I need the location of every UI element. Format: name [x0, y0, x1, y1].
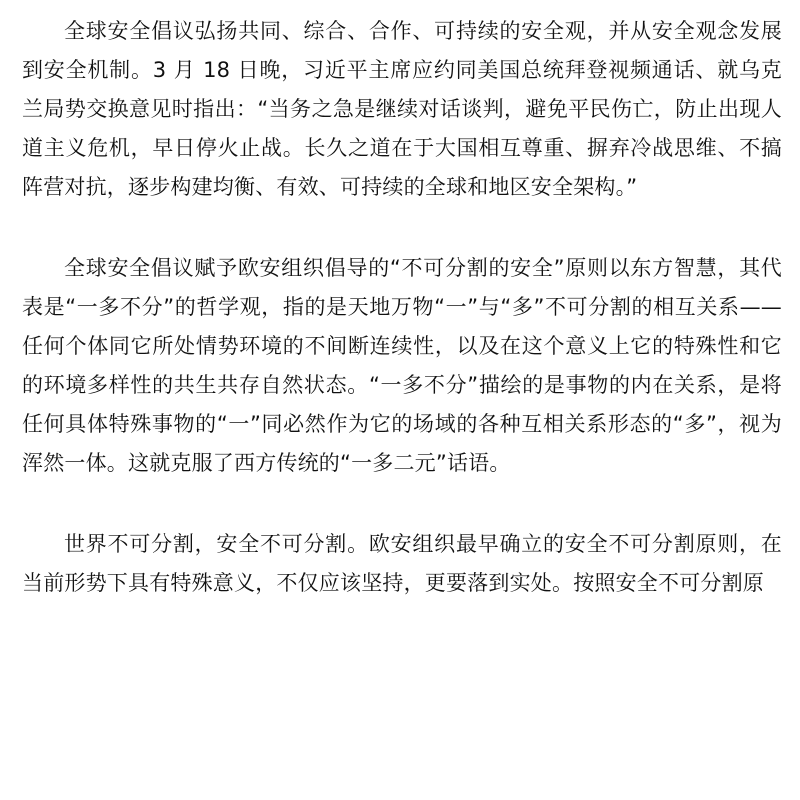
article-body: [22, 12, 782, 603]
article-paragraph-2: 全球安全倡议赋予欧安组织倡导的“不可分割的安全”原则以东方智慧，其代表是“一多不分”的哲学观，指的是天地万物“一”与“多”不可分割的相互关系——任何个体同它所处情势环境的不间断连续性，以及在这个意义上它的特殊性和它的环境多样性的共生共存自然状态。“一多不分”描绘的是事物的内在关系，是将任何具体特殊事物的“一”同必然作为它的场域的各种互相关系形态的“多”，视为浑然一体。这就克服了西方传统的“一多二元”话语。: [22, 256, 782, 475]
article-paragraph-3: 世界不可分割，安全不可分割。欧安组织最早确立的安全不可分割原则，在当前形势下具有特殊意义，不仅应该坚持，更要落到实处。按照安全不可分割原: [22, 532, 782, 595]
article-paragraph-1: 全球安全倡议弘扬共同、综合、合作、可持续的安全观，并从安全观念发展到安全机制。3 月 18 日晚，习近平主席应约同美国总统拜登视频通话、就乌克兰局势交换意见时指出：“当务之急是继续对话谈判，避免平民伤亡，防止出现人道主义危机，早日停火止战。长久之道在于大国相互尊重、摒弃冷战思维、不搞阵营对抗，逐步构建均衡、有效、可持续的全球和地区安全架构。”: [22, 19, 782, 199]
